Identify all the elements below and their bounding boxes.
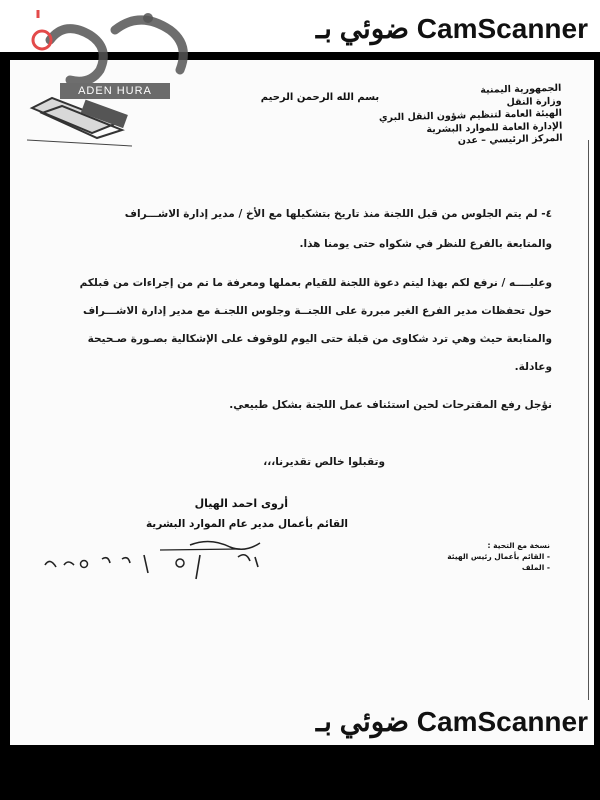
copies-list	[447, 540, 550, 573]
bismillah-heading: بسم الله الرحمن الرحيم	[260, 92, 380, 103]
copies-heading: نسخة مع التحية :	[487, 541, 550, 550]
letterhead-line-authority: الهيئة العامة لتنظيم شؤون النقل البري	[378, 107, 563, 124]
copies-item-file: - الملف	[521, 563, 550, 572]
watermark-brand-text: ADEN HURA	[60, 83, 170, 99]
conclusion-line-4: وعادلة.	[514, 361, 552, 373]
letterhead-line-center: المركز الرئيسي – عدن	[457, 132, 563, 147]
letterhead-line-ministry: وزارة النقل	[506, 95, 562, 108]
scanner-top-caption: ضوئي بـ CamScanner	[315, 13, 588, 44]
scan-border-left	[0, 52, 10, 752]
scan-border-bottom	[0, 745, 600, 800]
conclusion-line-1: وعليــــه / نرفع لكم بهذا ليتم دعوة اللجنة للقيام بعملها ومعرفة ما تم من إجراءات من قبلكم	[79, 277, 552, 289]
letterhead-block	[311, 83, 563, 152]
signatory-name: أروى احمد الهيال	[194, 497, 288, 510]
closing-regards: وتقبلوا خالص تقديرنا،،،	[263, 456, 385, 468]
proposals-deferral-line: نؤجل رفع المقترحات لحين استئناف عمل اللجنة بشكل طبيعي.	[229, 399, 552, 411]
handwritten-signature-date	[40, 535, 280, 595]
item-4-line-2: والمتابعة بالفرع للنظر في شكواه حتى يومنا هذا.	[299, 238, 552, 250]
signatory-title: القائم بأعمال مدير عام الموارد البشرية	[145, 518, 348, 530]
scanner-bottom-caption: ضوئي بـ CamScanner	[315, 706, 588, 737]
authority-emblem-icon	[22, 88, 142, 148]
scan-border-right	[594, 52, 600, 752]
conclusion-line-2: حول تحفظات مدير الفرع الغير مبررة على اللجنــة وجلوس اللجنـة مع مدير إدارة الاشـــراف	[82, 305, 552, 317]
letterhead-line-department: الإدارة العامة للموارد البشرية	[426, 120, 563, 135]
copies-item-chairman: - القائم بأعمال رئيس الهيئة	[447, 552, 550, 561]
conclusion-line-3: والمتابعة حيث وهي ترد شكاوى من قبلة حتى اليوم للوقوف على الإشكالية بصـورة صـحيحة	[87, 333, 552, 345]
item-4-line-1: ٤- لم يتم الجلوس من قبل اللجنة منذ تاريخ بتشكيلها مع الأخ / مدير إدارة الاشـــراف	[124, 208, 552, 220]
letterhead-line-country: الجمهورية اليمنية	[480, 82, 562, 96]
page-margin-rule	[588, 140, 589, 700]
